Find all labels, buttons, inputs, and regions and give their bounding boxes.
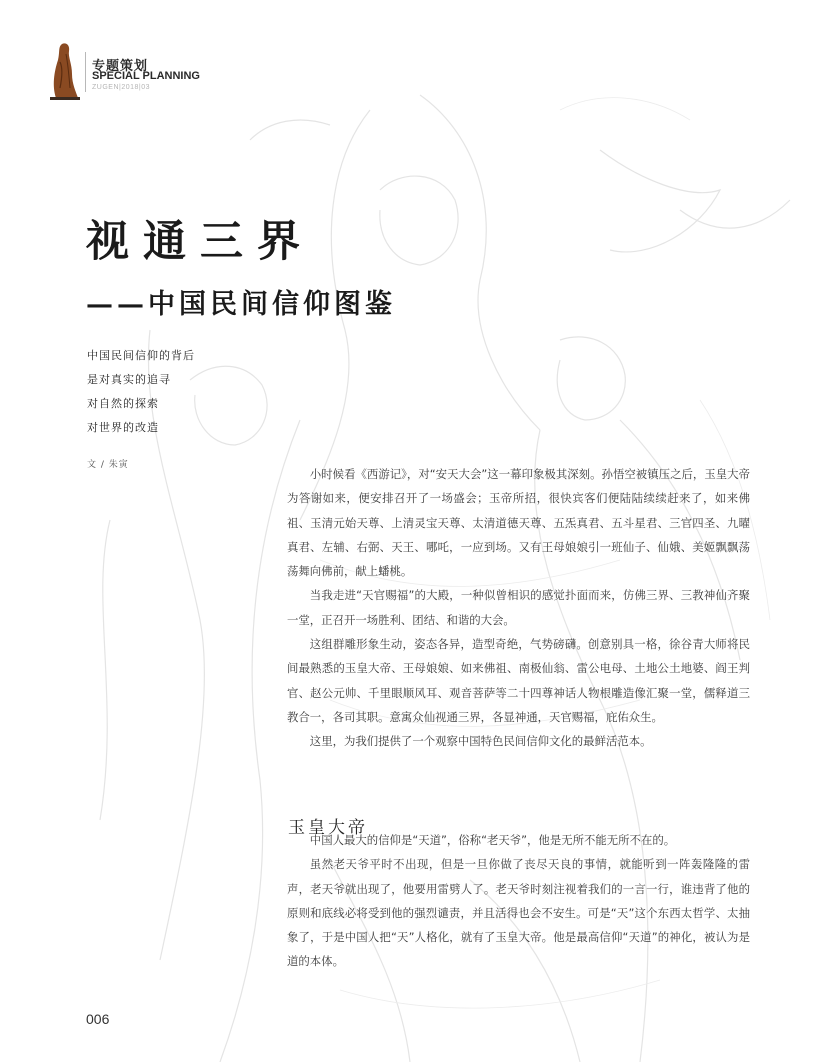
issue-label: ZUGEN|2018|03 [92, 84, 150, 91]
header-divider [85, 52, 86, 92]
section-body [287, 828, 750, 974]
section-heading: 玉皇大帝 [288, 818, 368, 838]
carved-root-sculpture-icon [48, 42, 80, 100]
article-title: 视通三界 [86, 217, 314, 267]
paragraph: 这里，为我们提供了一个观察中国特色民间信仰文化的最鲜活范本。 [309, 734, 652, 749]
page-number: 006 [86, 1011, 110, 1027]
verse-line: 是对真实的追寻 [87, 373, 171, 386]
verse-line: 对世界的改造 [87, 421, 159, 434]
verse-line: 中国民间信仰的背后 [87, 349, 195, 362]
article-subtitle: ——中国民间信仰图鉴 [86, 289, 396, 320]
section-label-cn: 专题策划 [92, 59, 149, 74]
verse-line: 对自然的探索 [87, 397, 159, 410]
paragraph: 这组群雕形象生动，姿态各异，造型奇绝，气势磅礴。创意别具一格，徐谷青大师将民间最熟悉的玉皇大帝、王母娘娘、如来佛祖、南极仙翁、雷公电母、土地公土地婆、阎王判官、赵公元帅、千里眼顺风耳、观音菩萨等二十四尊神话人物根雕造像汇聚一堂，儒释道三教合一，各司其职。意寓众仙视通三界，各显神通，天官赐福，庇佑众生。 [287, 637, 750, 724]
paragraph: 虽然老天爷平时不出现，但是一旦你做了丧尽天良的事情，就能听到一阵轰隆隆的雷声，老天爷就出现了，他要用雷劈人了。老天爷时刻注视着我们的一言一行，谁违背了他的原则和底线必将受到他的强烈谴责，并且活得也会不安生。可是“天”这个东西太哲学、太抽象了，于是中国人把“天”人格化，就有了玉皇大帝。他是最高信仰“天道”的神化，被认为是道的本体。 [287, 857, 750, 969]
byline: 文 / 朱寅 [87, 460, 129, 470]
paragraph: 当我走进“天官赐福”的大殿，一种似曾相识的感觉扑面而来，仿佛三界、三教神仙齐聚一堂，正召开一场胜利、团结、和谐的大会。 [287, 588, 750, 627]
paragraph: 中国人最大的信仰是“天道”，俗称“老天爷”，他是无所不能无所不在的。 [309, 833, 676, 847]
intro-body [287, 462, 750, 754]
lead-verse [87, 344, 195, 440]
section-label-en: SPECIAL PLANNING [92, 70, 200, 82]
paragraph: 小时候看《西游记》，对“安天大会”这一幕印象极其深刻。孙悟空被镇压之后，玉皇大帝为答谢如来，便安排召开了一场盛会；玉帝所招，很快宾客们便陆陆续续赶来了，如来佛祖、玉清元始天尊、上清灵宝天尊、太清道德天尊、五炁真君、五斗星君、三官四圣、九曜真君、左辅、右弼、天王、哪吒，一应到场。又有王母娘娘引一班仙子、仙娥、美姬飘飘荡荡舞向佛前，献上蟠桃。 [287, 467, 750, 579]
